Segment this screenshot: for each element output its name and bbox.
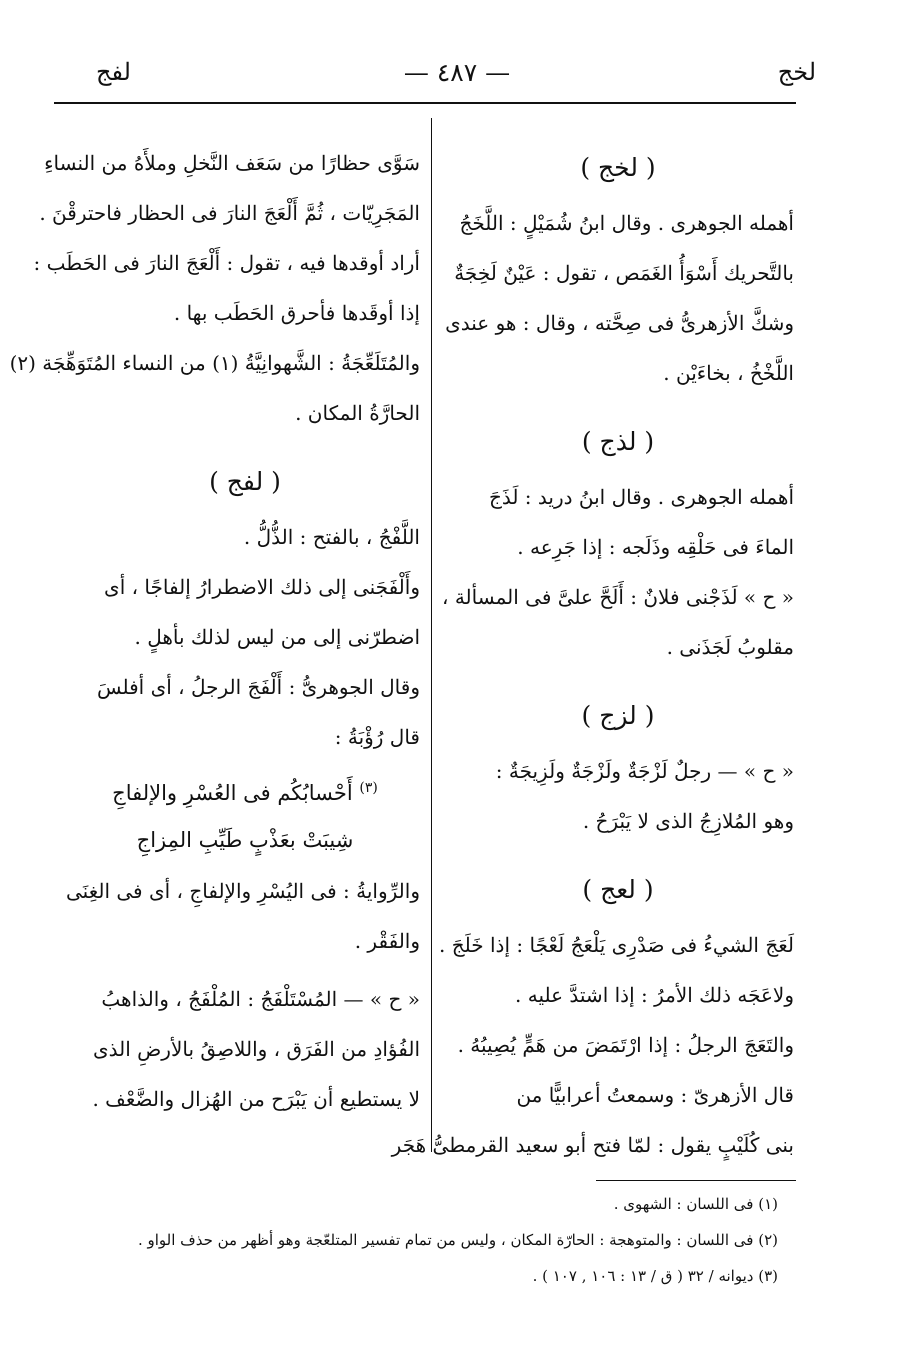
- verse-line: [70, 762, 420, 814]
- section-heading-laaja: ( لعج ): [582, 875, 654, 904]
- text-line: والرِّوايةُ : فى اليُسْرِ والإلفاجِ ، أى فى الغِنَى: [66, 879, 420, 903]
- text-line: وأَلْفَجَنى إلى ذلك الاضطرارُ إلفاجًا ، أى: [104, 575, 420, 599]
- text-line: والتَعَجَ الرجلُ : إذا ارْتَمَضَ من هَمٍّ يُصِيبُهُ .: [457, 1033, 794, 1057]
- left-column: [9, 138, 420, 1124]
- spacer: [442, 846, 794, 860]
- text-line: الماءَ فى حَلْقِه وذَلَجه : إذا جَرِعه .: [517, 535, 794, 559]
- footnote: (٣) ديوانه / ٣٢ ( ق / ١٣ : ١٠٦ , ١٠٧ ) .: [532, 1267, 778, 1285]
- text-line: أهمله الجوهرى . وقال ابنُ دريد : لَذَجَ: [488, 485, 794, 509]
- text-line: وشكَّ الأزهرىُّ فى صِحَّته ، وقال : هو عندى: [445, 311, 794, 335]
- text-line: سَوَّى حظارًا من سَعَف النَّخلِ وملأَهُ من النساءِ: [44, 151, 420, 175]
- text-line: قال رُؤْبَةُ :: [334, 725, 420, 749]
- footnote: (٢) فى اللسان : والمتوهجة : الحارّة المكان ، وليس من تمام تفسير المتلعّجة وهو أظهر من حذف الواو .: [137, 1231, 778, 1249]
- spacer: [442, 398, 794, 412]
- text-line: أراد أوقدها فيه ، تقول : أَلْعَجَ النارَ فى الحَطَب :: [33, 251, 420, 275]
- verse-text: أَحْسابُكُم فى العُسْرِ والإلفاجِ: [112, 781, 353, 805]
- text-line: ولاعَجَه ذلك الأمرُ : إذا اشتدَّ عليه .: [515, 983, 794, 1007]
- text-line: الفُؤادِ من الفَرَق ، واللاصِقُ بالأرضِ الذى: [92, 1037, 420, 1061]
- footnote-marker: (٣): [359, 780, 378, 796]
- text-line: مقلوبُ لَجَذَنى .: [666, 635, 794, 659]
- text-line: بالتَّحريك أَسْوَأُ الغَمَص ، تقول : عَيْنٌ لَخِجَةٌ: [454, 261, 794, 285]
- text-line: اللَّفْجُ ، بالفتح : الذُّلُّ .: [243, 525, 420, 549]
- footnote-rule: [596, 1180, 796, 1181]
- text-line: المَجَرِيّات ، ثُمَّ أَلْعَجَ النارَ فى الحظار فاحترقْنَ .: [39, 201, 420, 225]
- header-rule: [54, 102, 796, 104]
- text-line: والفَقْر .: [354, 929, 420, 953]
- running-head-right: لخج: [777, 58, 816, 86]
- verse-line: شِيبَتْ بعَذْبٍ طَيِّبِ المِزاجِ: [136, 828, 354, 852]
- right-column: [391, 138, 794, 1170]
- section-heading-ladhaja: ( لذج ): [581, 427, 655, 456]
- text-line: الحارَّةُ المكان .: [295, 401, 420, 425]
- text-line: وقال الجوهرىُّ : أَلْفَجَ الرجلُ ، أى أفلسَ: [97, 675, 420, 699]
- section-heading-lazija: ( لزج ): [581, 701, 655, 730]
- footnotes: [137, 1186, 778, 1294]
- section-heading-lakhaja: ( لخج ): [580, 153, 656, 182]
- section-heading-lafaja: ( لفج ): [209, 467, 281, 496]
- text-line: لَعَجَ الشيءُ فى صَدْرِى يَلْعَجُ لَعْجًا : إذا خَلَجَ .: [439, 933, 794, 957]
- column-divider: [431, 118, 432, 1152]
- text-line: اضطرّنى إلى من ليس لذلك بأهلٍ .: [134, 625, 420, 649]
- text-line: قال الأزهرىّ : وسمعتُ أعرابيًّا من: [516, 1083, 794, 1107]
- text-line: « ح » — رجلٌ لَزْجَةٌ ولَزْجَةٌ ولَزِيجَةٌ :: [495, 759, 794, 783]
- text-line: أهمله الجوهرى . وقال ابنُ شُمَيْلٍ : اللَّخَجُ: [459, 211, 794, 235]
- text-line: وهو المُلازِجُ الذى لا يَبْرَحُ .: [582, 809, 794, 833]
- footnote: (١) فى اللسان : الشهوى .: [613, 1195, 778, 1213]
- text-line: « ح » — المُسْتَلْفَجُ : المُلْفَجُ ، والذاهبُ: [101, 987, 420, 1011]
- spacer: [442, 672, 794, 686]
- text-line: بنى كُلَيْبٍ يقول : لمّا فتح أبو سعيد القرمطىُّ هَجَر: [391, 1133, 794, 1157]
- spacer: [70, 966, 420, 974]
- text-line: اللَّخْخُ ، بخاءَيْن .: [663, 361, 794, 385]
- text-line: « ح » لَذَجْنى فلانٌ : أَلَحَّ علىَّ فى المسألة ،: [442, 585, 794, 609]
- text-line: إذا أوقَدها فأحرق الحَطَب بها .: [173, 301, 420, 325]
- spacer: [70, 438, 420, 452]
- page-number: — ٤٨٧ —: [403, 58, 511, 87]
- text-line: والمُتَلَعِّجَةُ : الشَّهوانِيَّةُ (١) من النساء المُتَوَهِّجَة (٢): [9, 351, 420, 375]
- text-line: لا يستطيع أن يَبْرَح من الهُزال والضَّعْف .: [92, 1087, 420, 1111]
- running-head-left: لفج: [96, 58, 131, 86]
